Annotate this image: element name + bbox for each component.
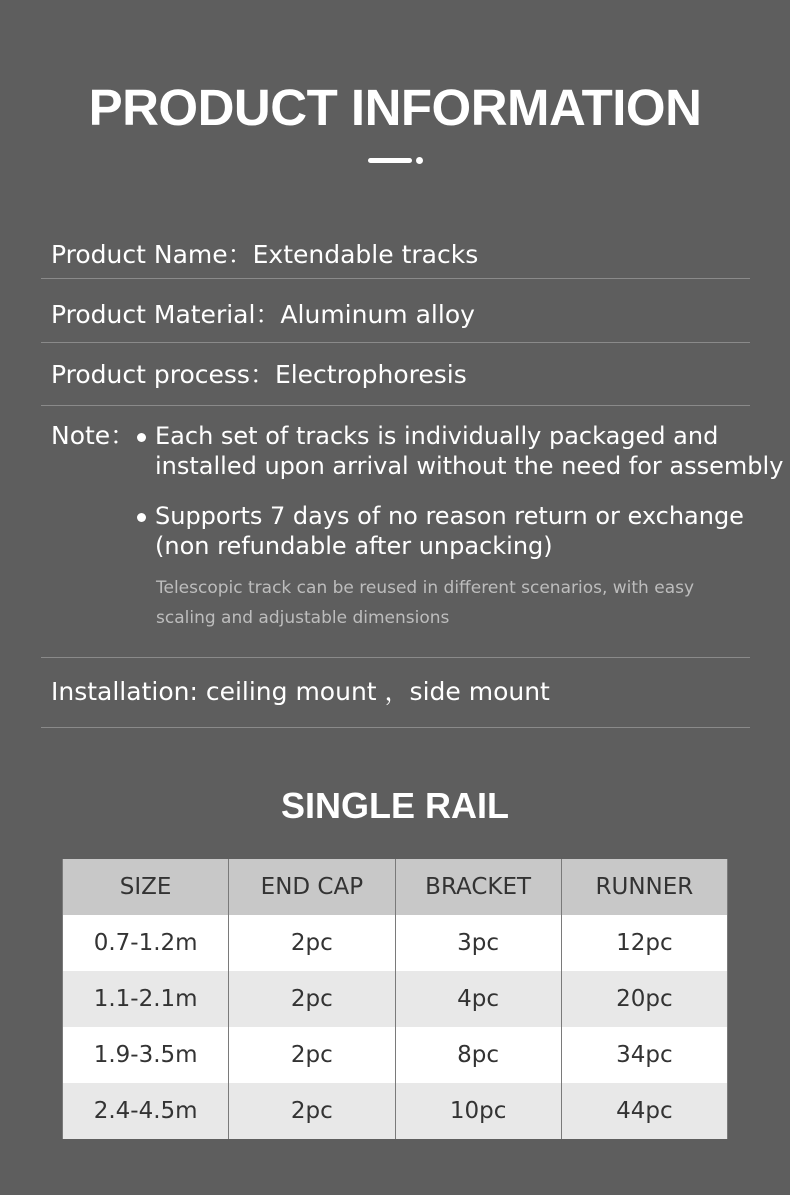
underline-dot: [416, 157, 423, 164]
table-header-row: [63, 859, 728, 915]
table-cell: 2.4-4.5m: [63, 1083, 229, 1139]
table-cell: 10pc: [395, 1083, 561, 1139]
bullet-dot-icon: [137, 433, 146, 442]
table-cell: 2pc: [229, 1027, 395, 1083]
table-cell: 1.9-3.5m: [63, 1027, 229, 1083]
column-header: END CAP: [229, 859, 395, 915]
table-cell: 12pc: [561, 915, 727, 971]
divider: [41, 342, 750, 343]
note-bullet-line: (non refundable after unpacking): [155, 532, 553, 560]
table-cell: 2pc: [229, 915, 395, 971]
table-cell: 2pc: [229, 971, 395, 1027]
column-header: BRACKET: [395, 859, 561, 915]
table-cell: 3pc: [395, 915, 561, 971]
divider: [41, 657, 750, 658]
page-title: PRODUCT INFORMATION: [88, 79, 702, 136]
table-cell: 20pc: [561, 971, 727, 1027]
note-bullet-line: Supports 7 days of no reason return or exchange: [155, 502, 744, 530]
product-process: Product process：Electrophoresis: [51, 360, 467, 389]
note-bullet-line: Each set of tracks is individually packaged and: [155, 422, 719, 450]
table-cell: 1.1-2.1m: [63, 971, 229, 1027]
table-cell: 34pc: [561, 1027, 727, 1083]
divider: [41, 405, 750, 406]
bullet-dot-icon: [137, 513, 146, 522]
spec-table: [62, 859, 728, 1139]
table-row: [63, 1027, 728, 1083]
underline-bar: [368, 158, 412, 163]
table-row: [63, 971, 728, 1027]
table-cell: 4pc: [395, 971, 561, 1027]
note-description: Telescopic track can be reused in different scenarios, with easy scaling and adjustable dimensions: [156, 578, 695, 628]
column-header: RUNNER: [561, 859, 727, 915]
note-label: Note：: [51, 421, 136, 450]
divider: [41, 278, 750, 279]
table-cell: 0.7-1.2m: [63, 915, 229, 971]
divider: [41, 727, 750, 728]
table-title: SINGLE RAIL: [280, 785, 509, 826]
table-cell: 8pc: [395, 1027, 561, 1083]
product-material: Product Material：Aluminum alloy: [51, 300, 475, 329]
table-cell: 2pc: [229, 1083, 395, 1139]
table-row: [63, 1083, 728, 1139]
column-header: SIZE: [63, 859, 229, 915]
table-cell: 44pc: [561, 1083, 727, 1139]
product-name: Product Name：Extendable tracks: [51, 240, 479, 269]
installation-info: Installation: ceiling mount ，side mount: [51, 677, 550, 706]
note-bullet-line: installed upon arrival without the need for assembly: [155, 452, 784, 480]
table-row: [63, 915, 728, 971]
